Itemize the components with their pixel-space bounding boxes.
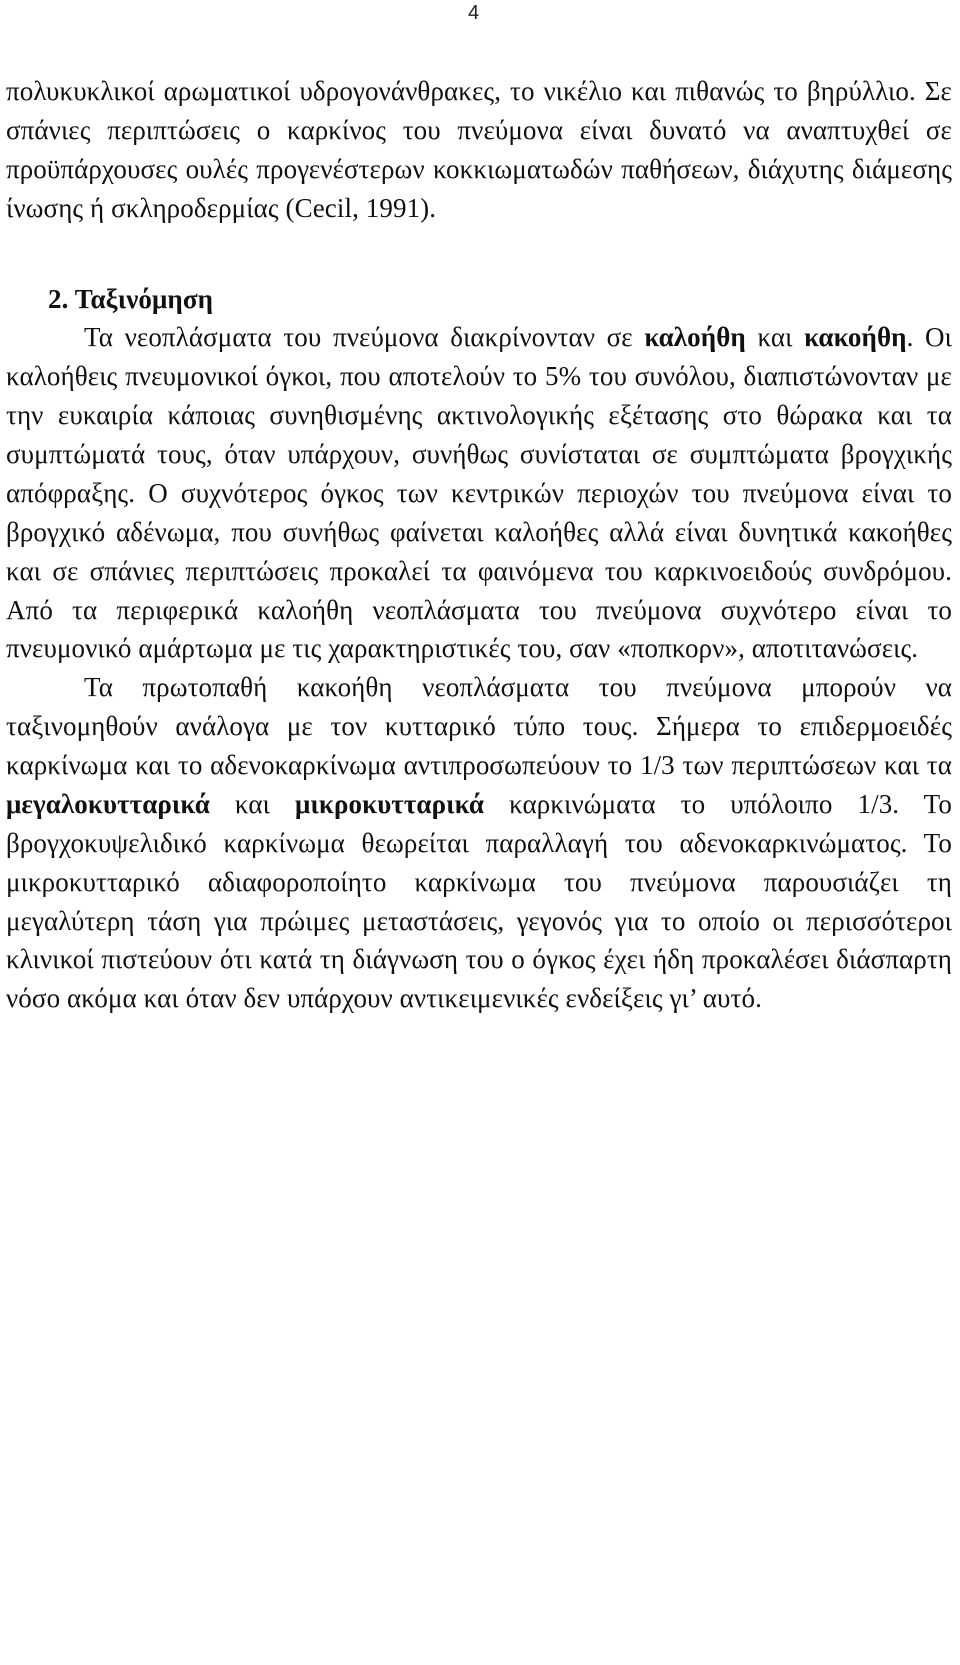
page-number: 4 [468, 2, 480, 24]
paragraph-text: Τα νεοπλάσματα του πνεύμονα διακρίνονταν σε [84, 322, 645, 353]
classification-paragraph [6, 318, 952, 668]
paragraph-text: . Οι καλοήθεις πνευμονικοί όγκοι, που αποτελούν το 5% του συνόλου, διαπιστώνονταν με την ευκαιρία κάποιας συνηθισμένης ακτινολογικής εξέτασης στο θώρακα και τα συμπτώματά τους, όταν υπάρχουν, συνήθως συνίσταται σε συμπτώματα βρογχικής απόφραξης. Ο συχνότερος όγκος των κεντρικών περιοχών του πνεύμονα είναι το βρογχικό αδένωμα, που συνήθως φαίνεται καλοήθες αλλά είναι δυνητικά κακοήθες και σε σπάνιες περιπτώσεις προκαλεί τα φαινόμενα του καρκινοειδούς συνδρόμου. Από τα περιφερικά καλοήθη νεοπλάσματα του πνεύμονα συχνότερο είναι το πνευμονικό αμάρτωμα με τις χαρακτηριστικές του, σαν «ποπκορν», αποτιτανώσεις. [6, 322, 952, 664]
bold-term-small-cell: μικροκυτταρικά [294, 788, 485, 819]
paragraph-text: και [209, 788, 295, 819]
bold-term-benign: καλοήθη [644, 322, 746, 353]
paragraph-text: και [745, 322, 805, 353]
paragraph-text: Τα πρωτοπαθή κακοήθη νεοπλάσματα του πνεύμονα μπορούν να ταξινομηθούν ανάλογα με τον κυτταρικό τύπο τους. Σήμερα το επιδερμοειδές καρκίνωμα και το αδενοκαρκίνωμα αντιπροσωπεύουν το 1/3 των περιπτώσεων και τα [6, 672, 952, 780]
section-heading: 2. Ταξινόμηση [48, 283, 214, 314]
bold-term-malignant: κακοήθη [804, 322, 907, 353]
intro-paragraph: πολυκυκλικοί αρωματικοί υδρογονάνθρακες, το νικέλιο και πιθανώς το βηρύλλιο. Σε σπάνιες περιπτώσεις ο καρκίνος του πνεύμονα είναι δυνατό να αναπτυχθεί σε προϋπάρχουσες ουλές προγενέστερων κοκκιωματωδών παθήσεων, διάχυτης διάμεσης ίνωσης ή σκληροδερμίας (Cecil, 1991). [6, 76, 952, 223]
bold-term-large-cell: μεγαλοκυτταρικά [6, 788, 210, 819]
malignant-types-paragraph [6, 668, 952, 1018]
document-body [6, 72, 952, 1018]
paragraph-text: καρκινώματα το υπόλοιπο 1/3. Το βρογχοκυψελιδικό καρκίνωμα θεωρείται παραλλαγή του αδενοκαρκινώματος. Το μικροκυτταρικό αδιαφοροποίητο καρκίνωμα του πνεύμονα παρουσιάζει τη μεγαλύτερη τάση για πρώιμες μεταστάσεις, γεγονός για το οποίο οι περισσότεροι κλινικοί πιστεύουν ότι κατά τη διάγνωση του ο όγκος έχει ήδη προκαλέσει διάσπαρτη νόσο ακόμα και όταν δεν υπάρχουν αντικειμενικές ενδείξεις γι’ αυτό. [6, 788, 953, 1014]
